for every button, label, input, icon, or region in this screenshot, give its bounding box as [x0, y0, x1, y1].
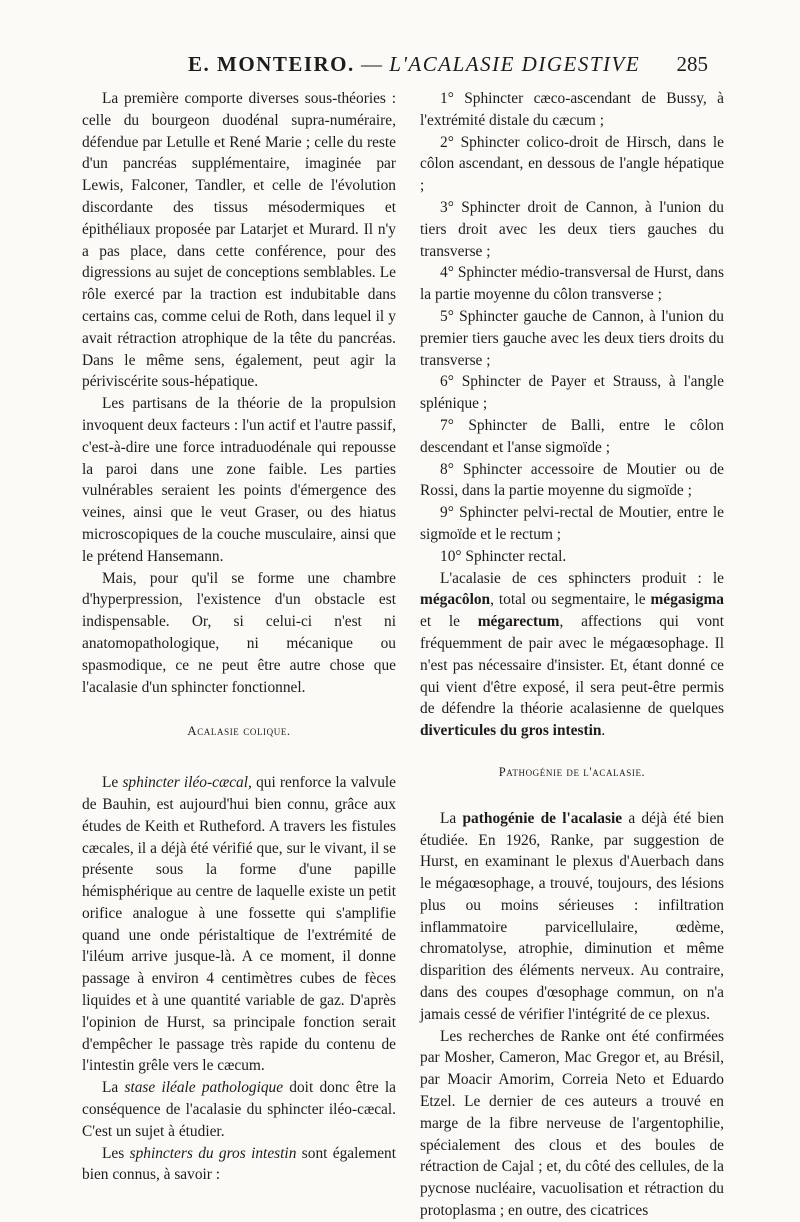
paragraph-acalasie-sphincters — [420, 568, 724, 742]
bold-term: pathogénie de l'acalasie — [462, 809, 623, 827]
paragraph-sphincter-ileo-caecal — [82, 772, 396, 1077]
header-author: E. MONTEIRO. — [188, 52, 355, 76]
paragraph-recherches-ranke: Les recherches de Ranke ont été confirmées par Mosher, Cameron, Mac Gregor et, au Brésil, par Moacir Amorim, Correia Neto et Eduardo Etzel. Le dernier de ces auteurs a trouvé en marge de la fibre nerveuse de l'argentophilie, spécialement des clous et des boules de rétraction de Cajal ; et, du côté des cellules, de la pycnose nucléaire, vacuolisation et rétraction du protoplasma ; en outre, des cicatrices — [420, 1027, 724, 1220]
text-run: , total ou segmentaire, le — [490, 591, 651, 609]
bold-term: mégasigma — [650, 591, 724, 609]
list-item: 5° Sphincter gauche de Cannon, à l'union du premier tiers gauche avec les deux tiers droits du transverse ; — [420, 307, 724, 369]
list-item: 9° Sphincter pelvi-rectal de Moutier, entre le sigmoïde et le rectum ; — [420, 504, 724, 543]
text-run: Les — [102, 1144, 130, 1162]
list-item: 8° Sphincter accessoire de Moutier ou de Rossi, dans la partie moyenne du sigmoïde ; — [420, 460, 724, 500]
header-separator: — — [354, 52, 390, 76]
emphasis-term: sphincter iléo-cæcal, — [122, 774, 252, 792]
header-title: L'ACALASIE DIGESTIVE — [389, 52, 641, 76]
paragraph-sphincters-gros-intestin — [82, 1143, 396, 1187]
text-run: . — [601, 722, 606, 740]
paragraph-pathogenie — [420, 808, 724, 1026]
text-run: , affections qui vont fréquemment de pair avec le mégaœsophage. Il n'est pas nécessaire d'insister. Et, étant donné ce qui vient d'être exposé, il sera peut-être permis de défendre la théorie acalasienne de quelques — [420, 613, 724, 718]
text-run: Le — [102, 774, 123, 792]
left-column — [82, 88, 396, 1186]
list-item: 6° Sphincter de Payer et Strauss, à l'angle splénique ; — [420, 373, 724, 413]
list-item: 1° Sphincter cæco-ascendant de Bussy, à l'extrémité distale du cæcum ; — [420, 90, 724, 129]
paragraph-propulsion: Les partisans de la théorie de la propulsion invoquent deux facteurs : l'un actif et l'autre passif, c'est-à-dire une force intraduodénale qui repousse la paroi dans une zone faible. Les parties vulnérables seraient les points d'émergence des veines, ainsi que le veut Graser, ou des hiatus microscopiques de la couche musculaire, ainsi que le prétend Hansemann. — [82, 395, 396, 565]
section-heading-pathogenie: Pathogénie de l'acalasie. — [498, 764, 646, 779]
text-run: La — [440, 809, 463, 827]
emphasis-term: stase iléale pathologique — [124, 1079, 284, 1097]
list-item: 3° Sphincter droit de Cannon, à l'union du tiers droit avec les deux tiers gauches du transverse ; — [420, 198, 724, 260]
page-number: 285 — [676, 52, 708, 76]
bold-term: mégacôlon — [420, 591, 491, 609]
paragraph-hyperpression: Mais, pour qu'il se forme une chambre d'hyperpression, l'existence d'un obstacle est indispensable. Or, si celui-ci n'est ni anatomopathologique, ni mécanique ou spasmodique, ce ne peut être autre chose que l'acalasie d'un sphincter fonctionnel. — [82, 569, 396, 696]
paragraph-stase-ileale — [82, 1077, 396, 1142]
bold-term: diverticules du gros intestin — [420, 722, 602, 740]
right-column — [420, 88, 724, 1222]
list-item: 10° Sphincter rectal. — [440, 547, 567, 565]
list-item: 4° Sphincter médio-transversal de Hurst, dans la partie moyenne du côlon transverse ; — [420, 264, 724, 304]
text-run: et le — [420, 613, 478, 631]
text-run: La — [102, 1079, 125, 1097]
list-item: 2° Sphincter colico-droit de Hirsch, dans le côlon ascendant, en dessous de l'angle hépatique ; — [420, 133, 724, 195]
text-run: a déjà été bien étudiée. En 1926, Ranke, par suggestion de Hurst, en examinant le plexus d'Auerbach dans le mégaœsophage, a trouvé, toujours, des lésions plus ou moins sérieuses : infiltration inflammatoire parvicellulaire, œdème, chromatolyse, atrophie, diminution et même disparition des éléments nerveux. Au contraire, dans des coupes d'œsophage commun, on n'a jamais cessé de vérifier l'intégrité de ce plexus. — [420, 809, 724, 1023]
list-item: 7° Sphincter de Balli, entre le côlon descendant et l'anse sigmoïde ; — [420, 416, 724, 456]
text-run: sont également bien connus, à savoir : — [82, 1144, 396, 1184]
bold-term: mégarectum — [477, 613, 560, 631]
running-title — [188, 52, 640, 77]
emphasis-term: sphincters du gros intestin — [129, 1144, 297, 1162]
paragraph-sous-theories: La première comporte diverses sous-théories : celle du bourgeon duodénal supra-numéraire, défendue par Letulle et René Marie ; celle du reste d'un pancréas supplémentaire, imaginée par Lewis, Falconer, Tandler, et celle de l'évolution discordante des tissus mésodermiques et épithéliaux proposée par Latarjet et Murard. Il n'y a pas place, dans cette conférence, pour des digressions au sujet de conceptions semblables. Le rôle exercé par la traction est indubitable dans certains cas, comme celui de Roth, dans lequel il y avait rétraction atrophique de la tête du pancréas. Dans le même sens, également, peut agir la périviscérite sous-hépatique. — [82, 90, 396, 391]
section-heading-acalasie-colique: Acalasie colique. — [187, 723, 291, 739]
text-run: doit donc être la conséquence de l'acalasie du sphincter iléo-cæcal. C'est un sujet à étudier. — [82, 1079, 396, 1140]
text-run: L'acalasie de ces sphincters produit : le — [440, 569, 724, 587]
text-run: qui renforce la valvule de Bauhin, est aujourd'hui bien connu, grâce aux études de Keith et Rutheford. A travers les fistules cæcales, il a déjà été vérifié que, sur le vivant, il se présente sous la forme d'une papille hémisphérique au centre de laquelle existe un petit orifice analogue à une fossette qui s'amplifie quand une onde péristaltique de l'extrémité de l'iléum arrive jusque-là. A ce moment, il donne passage à environ 4 centimètres cubes de fèces liquides et à une quantité variable de gaz. D'après l'opinion de Hurst, sa principale fonction serait d'empêcher le passage très rapide du contenu de l'intestin grêle vers le cæcum. — [82, 774, 396, 1075]
running-header — [0, 52, 800, 82]
